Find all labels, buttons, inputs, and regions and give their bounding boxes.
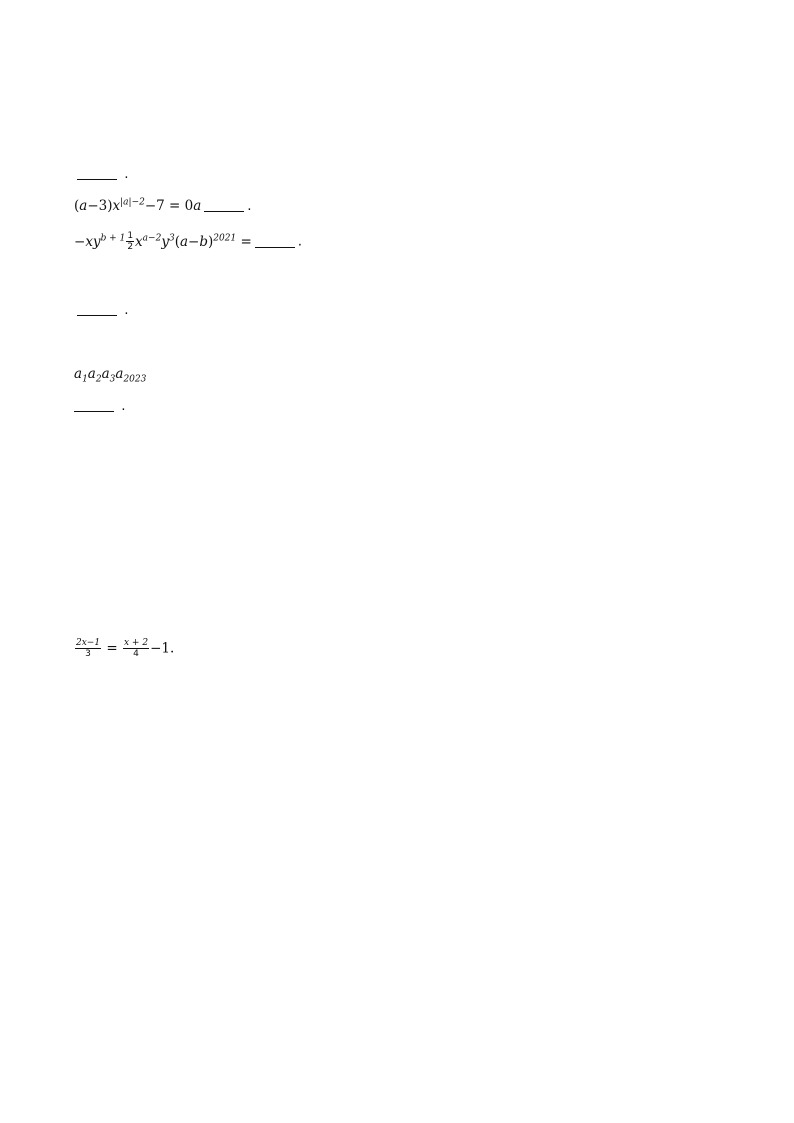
- q11-line: $-xy^{b + 1}$ $\frac{1}{2}$ $x^{a-2}y^3(a-b)^{2021}$ = .: [74, 231, 303, 252]
- q10-var-a: a: [193, 198, 202, 214]
- q14-frac-left: $\frac{2x-1}{3}$: [76, 638, 101, 659]
- q13-a2: $a_2$: [87, 366, 102, 385]
- q9-line2: .: [74, 164, 129, 184]
- q11-monomial-2: $x^{a-2}y^3$: [135, 233, 175, 250]
- q13-line3: .: [74, 396, 126, 416]
- q13-a1: $a_1$: [74, 366, 88, 385]
- q13-a3: $a_3$: [101, 366, 116, 385]
- q14-eq2: $\frac{2x-1}{3}$ = $\frac{x + 2}{4}$ −1.: [76, 638, 175, 659]
- q10-equation: $(a-3)x^{|a|-2}-7 = 0$: [74, 197, 194, 214]
- q10-line: $(a-3)x^{|a|-2}-7 = 0a$ .: [74, 197, 252, 214]
- q13-a2023: $a_{2023}$: [115, 366, 147, 385]
- q11-expression: $(a-b)^{2021}$ =: [174, 233, 252, 250]
- q12-line2: .: [74, 300, 129, 320]
- q11-fraction: $\frac{1}{2}$: [127, 231, 134, 252]
- q11-monomial-1: $-xy^{b + 1}$: [74, 233, 126, 250]
- q14-frac-right: $\frac{x + 2}{4}$: [123, 638, 149, 659]
